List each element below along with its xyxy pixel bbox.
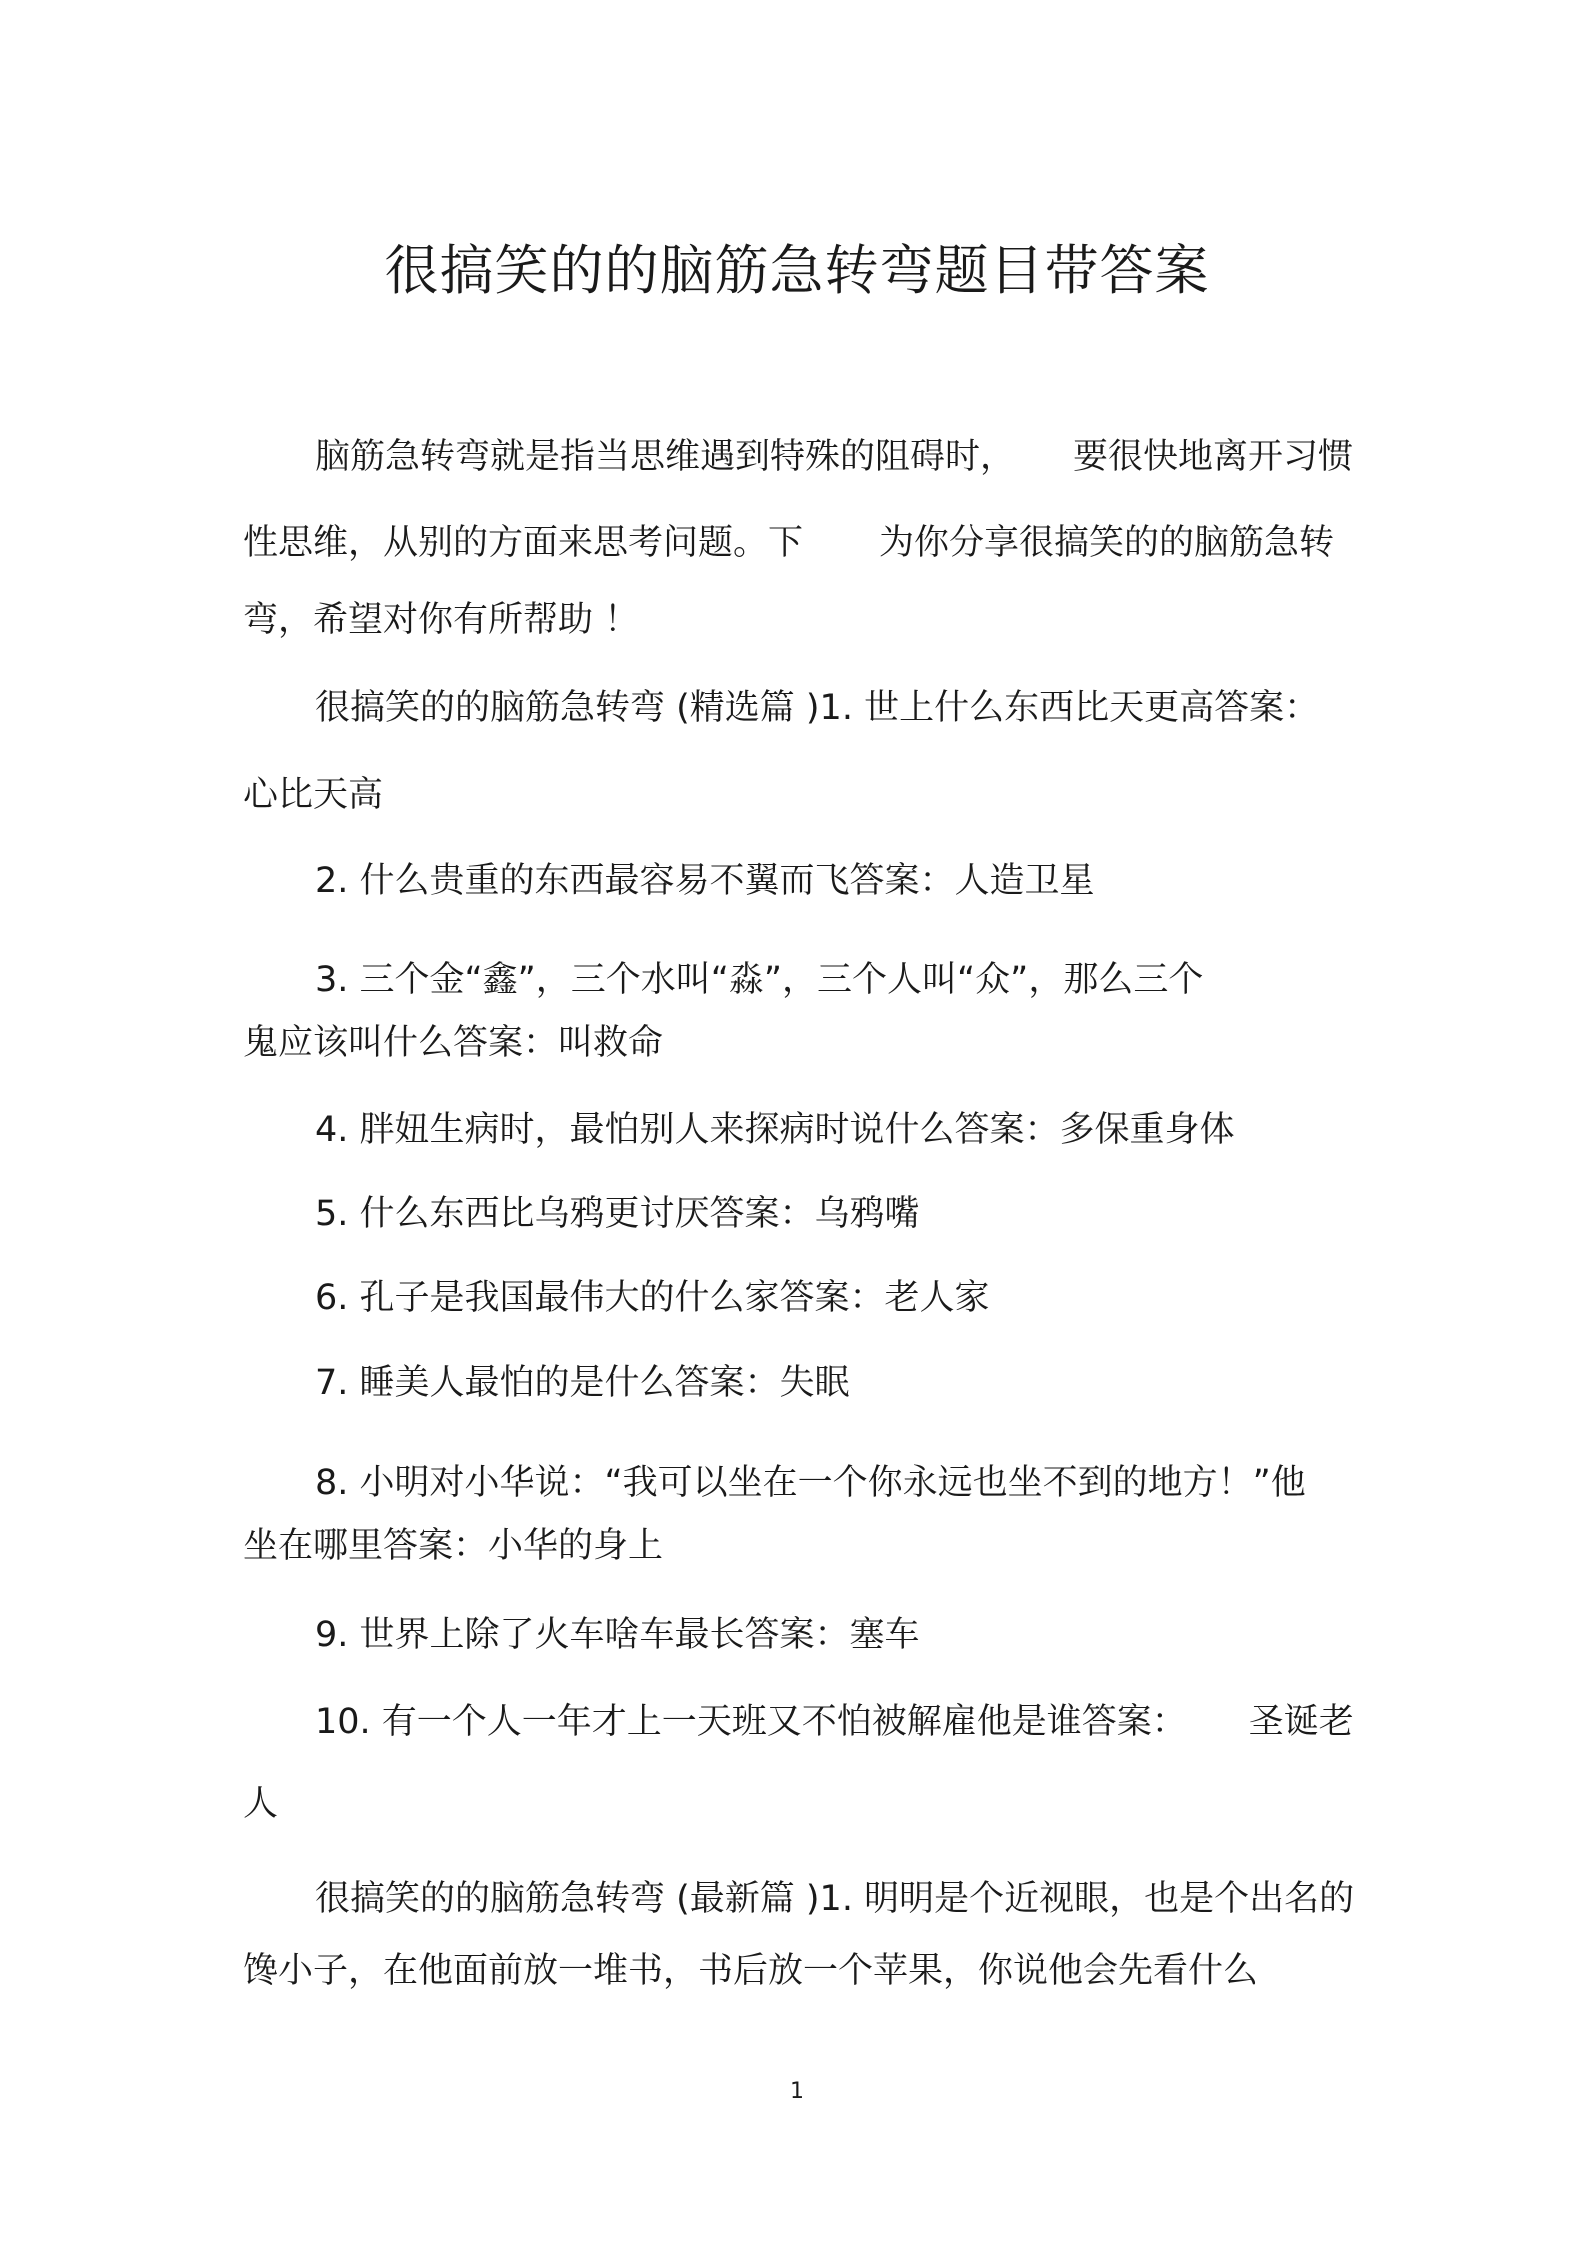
item-2: 2. 什么贵重的东西最容易不翼而飞答案：人造卫星 (315, 861, 1095, 901)
item-10-line-2: 人 (243, 1784, 279, 1824)
item-3-line-1: 3. 三个金“鑫”，三个水叫“淼”，三个人叫“众”，那么三个 (315, 960, 1204, 1000)
intro-line-2-part-a: 性思维，从别的方面来思考问题。下 (243, 523, 804, 563)
intro-line-2 (243, 518, 1334, 568)
item-9: 9. 世界上除了火车啥车最长答案：塞车 (315, 1615, 920, 1655)
intro-line-3: 弯，希望对你有所帮助 ！ (243, 600, 640, 640)
section1-line-1: 很搞笑的的脑筋急转弯 (精选篇 )1. 世上什么东西比天更高答案： (315, 688, 1320, 728)
item-7: 7. 睡美人最怕的是什么答案：失眠 (315, 1363, 850, 1403)
intro-line-1-part-a: 脑筋急转弯就是指当思维遇到特殊的阻碍时， (315, 437, 1016, 477)
item-10-line-1-part-b: 圣诞老 (1248, 1702, 1354, 1742)
page-number: 1 (790, 2079, 804, 2104)
item-10-line-1 (315, 1697, 1354, 1747)
item-8-line-2: 坐在哪里答案：小华的身上 (243, 1526, 664, 1566)
item-10-line-1-part-a: 10. 有一个人一年才上一天班又不怕被解雇他是谁答案： (315, 1702, 1187, 1742)
intro-line-2-part-b: 为你分享很搞笑的的脑筋急转 (879, 523, 1335, 563)
section1-line-2: 心比天高 (243, 775, 384, 815)
item-3-line-2: 鬼应该叫什么答案：叫救命 (243, 1023, 664, 1063)
document-title: 很搞笑的的脑筋急转弯题目带答案 (384, 239, 1210, 302)
item-6: 6. 孔子是我国最伟大的什么家答案：老人家 (315, 1278, 990, 1318)
item-5: 5. 什么东西比乌鸦更讨厌答案：乌鸦嘴 (315, 1194, 920, 1234)
section2-line-1: 很搞笑的的脑筋急转弯 (最新篇 )1. 明明是个近视眼，也是个出名的 (315, 1879, 1355, 1919)
intro-line-1-part-b: 要很快地离开习惯 (1073, 437, 1354, 477)
item-4: 4. 胖妞生病时，最怕别人来探病时说什么答案：多保重身体 (315, 1110, 1235, 1150)
intro-line-1 (315, 432, 1353, 482)
section2-line-2: 馋小子，在他面前放一堆书，书后放一个苹果，你说他会先看什么 (243, 1951, 1259, 1991)
item-8-line-1: 8. 小明对小华说：“我可以坐在一个你永远也坐不到的地方！”他 (315, 1463, 1306, 1503)
